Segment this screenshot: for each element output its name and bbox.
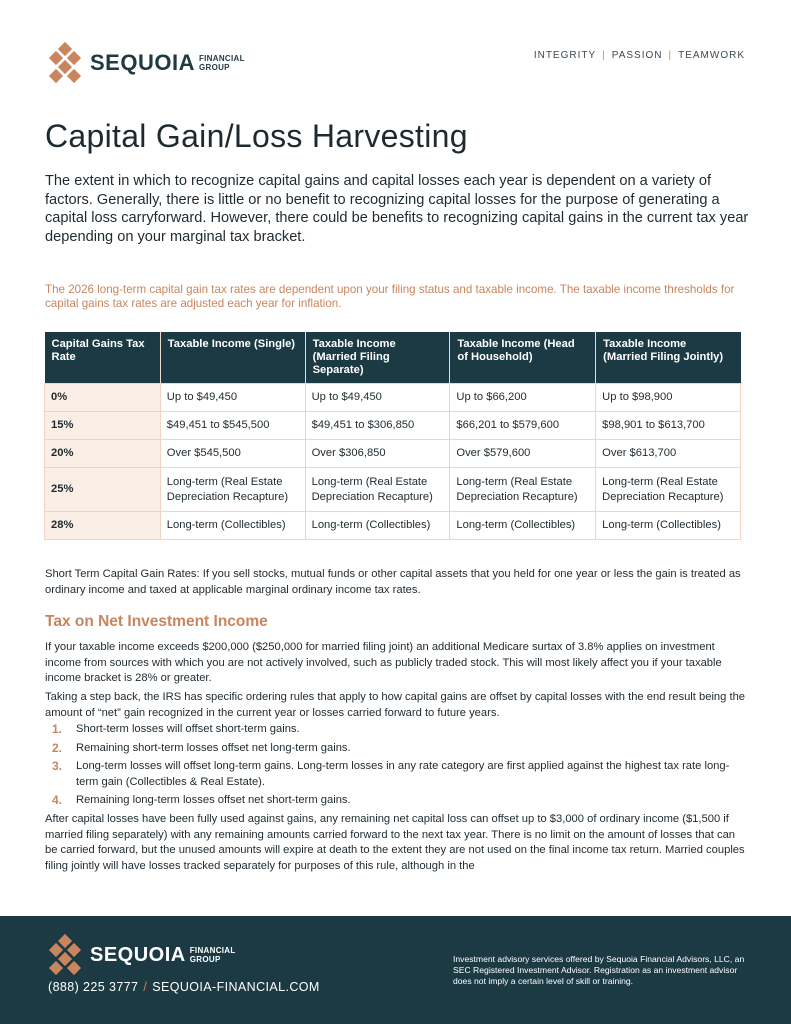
website-link[interactable]: SEQUOIA-FINANCIAL.COM [152,980,320,994]
table-cell: Long-term (Real Estate Depreciation Recapture) [305,468,450,512]
table-cell: Long-term (Collectibles) [160,512,305,540]
list-item-text: Short-term losses will offset short-term gains. [76,723,300,735]
list-number: 1. [52,722,63,736]
net-investment-income-paragraph: If your taxable income exceeds $200,000 ($250,000 for married filing joint) an additional Medicare surtax of 3.8% applies on investment income from sources with which you are not actively involved, such as publicly traded stock. This will most likely affect you if your taxable income bracket is 28% or greater. [45,641,722,684]
tagline-separator: | [668,50,673,61]
list-item-text: Long-term losses will offset long-term gains. Long-term losses in any rate category are first applied against the highest tax rate long-term gain (Collectibles & Real Estate). [76,760,730,788]
list-item [52,759,742,790]
column-header-single: Taxable Income (Single) [160,332,305,384]
rate-cell: 0% [45,384,161,412]
list-item [52,741,742,757]
rate-cell: 28% [45,512,161,540]
table-cell: $66,201 to $579,600 [450,412,596,440]
rate-cell: 20% [45,440,161,468]
table-cell: Over $306,850 [305,440,450,468]
page-title: Capital Gain/Loss Harvesting [45,118,468,154]
logo-diamond-icon [46,44,84,82]
sequoia-logo[interactable] [46,44,245,82]
table-cell: Up to $98,900 [596,384,741,412]
page-header [0,0,791,100]
logo-diamond-icon [46,936,84,974]
tagline [534,50,745,61]
table-row [45,440,741,468]
table-cell: $98,901 to $613,700 [596,412,741,440]
column-header-rate: Capital Gains Tax Rate [45,332,161,384]
table-cell: $49,451 to $306,850 [305,412,450,440]
disclaimer-text: Investment advisory services offered by Sequoia Financial Advisors, LLC, an SEC Registered Investment Advisor. Registration as an investment advisor does not imply a certain level of skill or training. [453,954,745,986]
table-row [45,384,741,412]
table-cell: Over $613,700 [596,440,741,468]
table-cell: Long-term (Real Estate Depreciation Recapture) [160,468,305,512]
table-cell: Over $545,500 [160,440,305,468]
list-item-text: Remaining short-term losses offset net long-term gains. [76,741,351,754]
tagline-passion: PASSION [611,50,663,61]
list-item-text: Remaining long-term losses offset net short-term gains. [76,794,351,806]
rate-cell: 15% [45,412,161,440]
table-cell: Up to $49,450 [305,384,450,412]
phone-number[interactable]: (888) 225 3777 [48,980,139,994]
rate-cell: 25% [45,468,161,512]
logo-wordmark: SEQUOIA [90,943,186,966]
intro-paragraph: The extent in which to recognize capital gains and capital losses each year is dependent on a variety of factors. Generally, there is little or no benefit to recognizing capital losses for the purpose of generating a capital loss carryforward. However, there could be benefits to recognizing capital gains in the current tax year depending on your marginal tax bracket. [45,173,749,245]
logo-subtitle: FINANCIAL GROUP [198,54,245,72]
table-cell: Long-term (Collectibles) [596,512,741,540]
table-cell: Long-term (Real Estate Depreciation Recapture) [450,468,596,512]
table-cell: Up to $66,200 [450,384,596,412]
table-cell: $49,451 to $545,500 [160,412,305,440]
ordering-steps-list [52,722,742,812]
table-header-row [45,332,741,384]
tagline-teamwork: TEAMWORK [678,50,745,61]
logo-subtitle: FINANCIAL GROUP [189,946,236,964]
footer-logo[interactable] [46,936,236,974]
short-term-rates-paragraph: Short Term Capital Gain Rates: If you sell stocks, mutual funds or other capital assets that you held for one year or less the gain is treated as ordinary income and taxed at applicable marginal ordinary income tax rates. [45,568,741,596]
table-cell: Long-term (Collectibles) [305,512,450,540]
list-number: 2. [52,740,63,755]
contact-line [48,980,320,994]
table-cell: Up to $49,450 [160,384,305,412]
section-heading: Tax on Net Investment Income [45,613,268,630]
logo-wordmark: SEQUOIA [90,50,195,75]
list-number: 3. [52,759,63,773]
table-row [45,468,741,512]
rates-note: The 2026 long-term capital gain tax rates are dependent upon your filing status and taxable income. The taxable income thresholds for capital gains tax rates are adjusted each year for inflation. [45,283,735,310]
ordering-rules-paragraph: Taking a step back, the IRS has specific ordering rules that apply to how capital gains are offset by capital losses with the end result being the amount of “net” gain recognized in the current year or losses carried forward to future years. [45,691,746,719]
capital-gains-rate-table [44,332,741,540]
column-header-married-separate: Taxable Income (Married Filing Separate) [305,332,450,384]
tagline-integrity: INTEGRITY [533,50,597,61]
contact-separator: / [143,980,148,994]
list-item [52,793,742,809]
list-item [52,722,742,738]
column-header-married-jointly: Taxable Income (Married Filing Jointly) [596,332,741,384]
table-row [45,512,741,540]
capital-loss-carryforward-paragraph: After capital losses have been fully used against gains, any remaining net capital loss can offset up to $3,000 of ordinary income ($1,500 if married filing separately) with any remaining amounts carried forward to the next tax year. There is no limit on the amount of losses that can be carried forward, but the unused amounts will expire at death to the extent they are not used on the final income tax return. Married couples filing jointly will have losses tracked separately for purposes of this rule, although in the [45,813,745,872]
table-cell: Long-term (Collectibles) [450,512,596,540]
table-row [45,412,741,440]
list-number: 4. [52,793,63,807]
page-footer [0,916,791,1024]
column-header-head-of-household: Taxable Income (Head of Household) [450,332,596,384]
table-cell: Long-term (Real Estate Depreciation Recapture) [596,468,741,512]
table-cell: Over $579,600 [450,440,596,468]
tagline-separator: | [602,50,606,61]
